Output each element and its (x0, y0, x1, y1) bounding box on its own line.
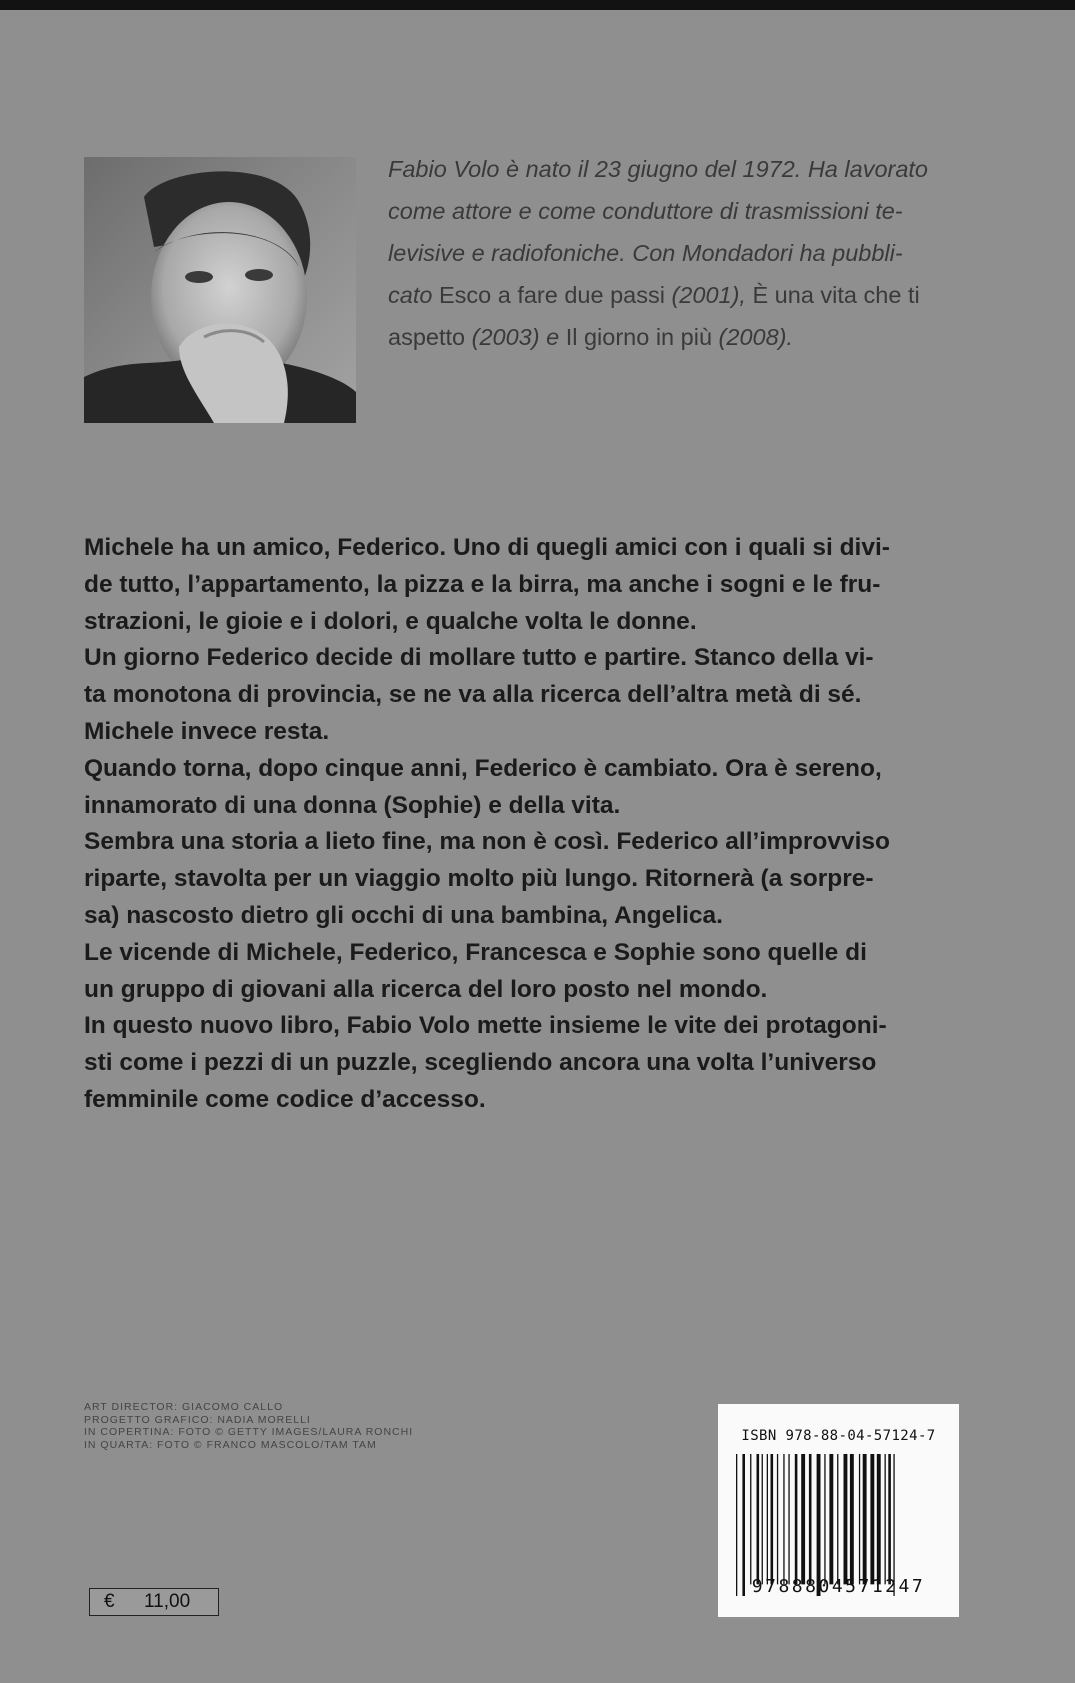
barcode-bar (762, 1454, 763, 1584)
author-photo (84, 157, 356, 423)
bio-segment: levisive e radiofoniche. Con Mondadori ha pubbli- (388, 240, 903, 266)
synopsis-line: riparte, stavolta per un viaggio molto più lungo. Ritornerà (a sorpre- (84, 865, 874, 893)
bio-segment: È una vita che ti (745, 282, 920, 308)
barcode-bar (783, 1454, 784, 1584)
barcode-bar (885, 1454, 886, 1584)
barcode-bar (771, 1454, 774, 1584)
barcode-bar (850, 1454, 854, 1584)
barcode-panel (718, 1404, 959, 1617)
barcode-bar (877, 1454, 881, 1584)
synopsis-line: femminile come codice d’accesso. (84, 1085, 486, 1113)
barcode-bar (742, 1454, 745, 1596)
synopsis-line: Michele ha un amico, Federico. Uno di quegli amici con i quali si divi- (84, 534, 890, 561)
barcode-bar (829, 1454, 833, 1584)
barcode-bar (824, 1454, 825, 1584)
barcode-bar (837, 1454, 838, 1584)
price-amount: 11,00 (144, 1591, 191, 1612)
synopsis-line: ta monotona di provincia, se ne va alla ricerca dell’altra metà di sé. (84, 681, 862, 709)
synopsis-line: Quando torna, dopo cinque anni, Federico è cambiato. Ora è sereno, (84, 754, 882, 782)
scan-top-edge (0, 0, 1075, 10)
synopsis-line: innamorato di una donna (Sophie) e della vita. (84, 791, 621, 819)
bio-line (388, 148, 1010, 190)
price-box (89, 1588, 219, 1616)
bio-line (388, 274, 1010, 316)
bio-segment: aspetto (388, 324, 472, 350)
barcode-bar (801, 1454, 805, 1584)
synopsis-line: strazioni, le gioie e i dolori, e qualche volta le donne. (84, 607, 697, 635)
currency-symbol: € (104, 1591, 115, 1612)
synopsis-line: In questo nuovo libro, Fabio Volo mette insieme le vite dei protagoni- (84, 1012, 887, 1040)
credit-line: PROGETTO GRAFICO: NADIA MORELLI (84, 1413, 311, 1426)
barcode-bar (788, 1454, 789, 1584)
barcode-bar (859, 1454, 860, 1584)
book-synopsis (84, 530, 1006, 1119)
bio-line (388, 316, 1010, 358)
barcode-bar (767, 1454, 768, 1584)
bio-segment: cato (388, 282, 439, 308)
author-portrait-image (84, 157, 356, 423)
barcode-bar (817, 1454, 821, 1596)
barcode-bar (863, 1454, 867, 1584)
bio-line (388, 190, 1010, 232)
barcode-bar (750, 1454, 751, 1584)
bio-line (388, 232, 1010, 274)
synopsis-line: de tutto, l’appartamento, la pizza e la birra, ma anche i sogni e le fru- (84, 570, 881, 598)
barcode-bar (844, 1454, 848, 1584)
barcode-bar (870, 1454, 874, 1584)
bio-segment: (2001), (671, 282, 746, 308)
synopsis-line: Un giorno Federico decide di mollare tutto e partire. Stanco della vi- (84, 644, 874, 672)
barcode-bar (809, 1454, 812, 1584)
synopsis-line: Michele invece resta. (84, 717, 330, 745)
credit-line: ART DIRECTOR: GIACOMO CALLO (84, 1401, 284, 1413)
ean-barcode (734, 1454, 944, 1596)
synopsis-line: Le vicende di Michele, Federico, Francesca e Sophie sono quelle di (84, 938, 867, 966)
bio-segment: e (539, 324, 566, 350)
barcode-bar (757, 1454, 760, 1584)
bio-segment: (2003) (471, 324, 540, 350)
barcode-bar (795, 1454, 798, 1584)
barcode-bar (777, 1454, 778, 1584)
bio-segment: Fabio Volo è nato il 23 giugno del 1972. Ha lavorato (388, 156, 929, 182)
bio-segment: Esco a fare due passi (438, 282, 672, 308)
barcode-bar (736, 1454, 737, 1596)
synopsis-line: Sembra una storia a lieto fine, ma non è così. Federico all’improvviso (84, 828, 891, 856)
barcode-bar (893, 1454, 894, 1596)
credit-line: IN COPERTINA: FOTO © GETTY IMAGES/LAURA RONCHI (84, 1426, 414, 1439)
author-bio (388, 148, 1010, 358)
ean-digits: 9788804571247 (751, 1576, 926, 1597)
synopsis-line: sa) nascosto dietro gli occhi di una bambina, Angelica. (84, 901, 723, 929)
synopsis-line: un gruppo di giovani alla ricerca del loro posto nel mondo. (84, 975, 768, 1003)
isbn-label: ISBN 978-88-04-57124-7 (741, 1428, 936, 1444)
bio-segment: come attore e come conduttore di trasmissioni te- (388, 198, 903, 224)
barcode-bar (888, 1454, 891, 1584)
bio-segment: (2008). (718, 324, 794, 350)
book-back-cover (0, 10, 1075, 1683)
synopsis-line: sti come i pezzi di un puzzle, scegliendo ancora una volta l’universo (84, 1049, 877, 1077)
credit-line: IN QUARTA: FOTO © FRANCO MASCOLO/TAM TAM (84, 1438, 377, 1451)
bio-segment: Il giorno in più (565, 324, 719, 350)
credits-block (84, 1401, 544, 1451)
